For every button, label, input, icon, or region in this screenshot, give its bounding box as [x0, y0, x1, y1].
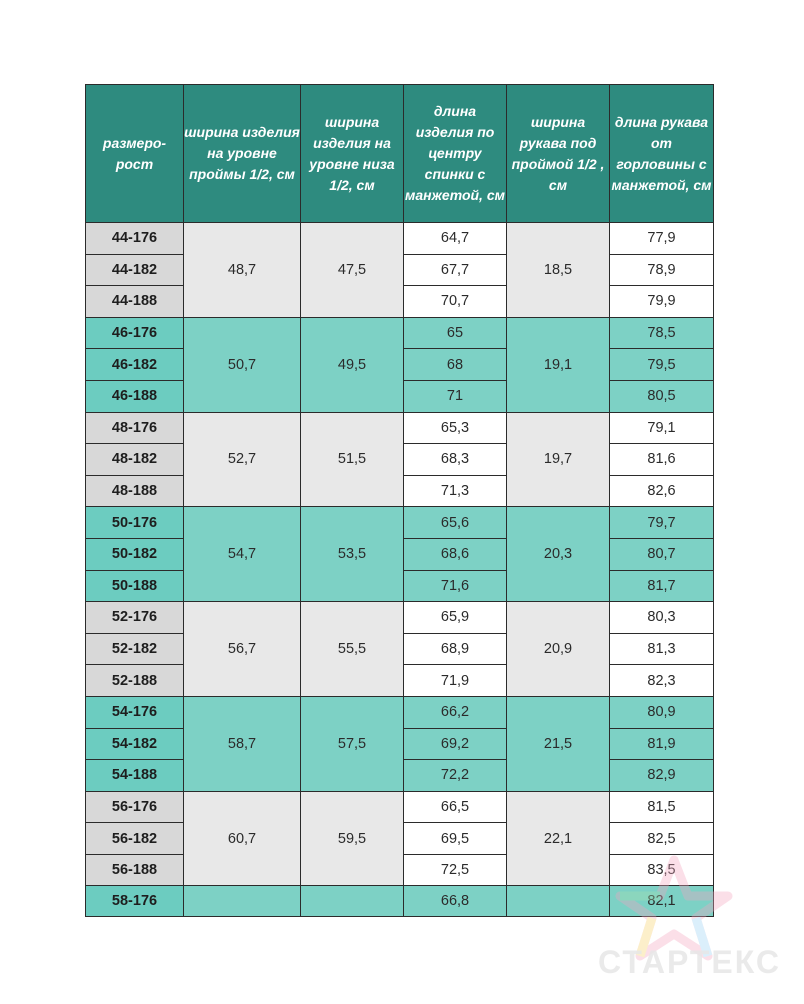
- table-row: [86, 696, 714, 728]
- sleeve-length-cell: 82,1: [610, 886, 714, 917]
- sleeve-length-cell: 80,7: [610, 538, 714, 570]
- size-cell: 50-182: [86, 538, 184, 570]
- sleeve-length-cell: 79,5: [610, 349, 714, 381]
- length-back-cell: 72,5: [404, 854, 507, 886]
- width-hem-cell: 55,5: [301, 602, 404, 697]
- table-header-row: [86, 85, 714, 223]
- sleeve-width-cell: 19,7: [507, 412, 610, 507]
- header-size-height: размеро-рост: [86, 85, 184, 223]
- width-hem-cell: 47,5: [301, 223, 404, 318]
- table-row: [86, 791, 714, 823]
- size-cell: 52-188: [86, 665, 184, 697]
- length-back-cell: 69,2: [404, 728, 507, 760]
- width-armhole-cell: 58,7: [184, 696, 301, 791]
- sleeve-length-cell: 78,5: [610, 317, 714, 349]
- watermark-text: СТАРТЕКС: [598, 944, 781, 980]
- width-armhole-cell: 50,7: [184, 317, 301, 412]
- sleeve-length-cell: 80,9: [610, 696, 714, 728]
- length-back-cell: 65,9: [404, 602, 507, 634]
- length-back-cell: 68: [404, 349, 507, 381]
- size-cell: 46-182: [86, 349, 184, 381]
- size-cell: 46-176: [86, 317, 184, 349]
- size-cell: 56-182: [86, 823, 184, 855]
- sleeve-length-cell: 82,3: [610, 665, 714, 697]
- size-cell: 44-182: [86, 254, 184, 286]
- header-width-armhole: ширина изделия на уровне проймы 1/2, см: [184, 85, 301, 223]
- size-cell: 46-188: [86, 380, 184, 412]
- header-sleeve-width: ширина рукава под проймой 1/2 , см: [507, 85, 610, 223]
- sleeve-length-cell: 81,9: [610, 728, 714, 760]
- sleeve-length-cell: 81,6: [610, 444, 714, 476]
- size-cell: 52-176: [86, 602, 184, 634]
- header-sleeve-length: длина рукава от горловины с манжетой, см: [610, 85, 714, 223]
- sleeve-length-cell: 80,5: [610, 380, 714, 412]
- length-back-cell: 71,9: [404, 665, 507, 697]
- length-back-cell: 67,7: [404, 254, 507, 286]
- sleeve-length-cell: 77,9: [610, 223, 714, 255]
- length-back-cell: 70,7: [404, 286, 507, 318]
- length-back-cell: 68,9: [404, 633, 507, 665]
- sleeve-length-cell: 81,3: [610, 633, 714, 665]
- width-armhole-cell: 60,7: [184, 791, 301, 886]
- length-back-cell: 64,7: [404, 223, 507, 255]
- header-width-hem: ширина изделия на уровне низа 1/2, см: [301, 85, 404, 223]
- table-row: [86, 507, 714, 539]
- table-row: [86, 602, 714, 634]
- length-back-cell: 68,3: [404, 444, 507, 476]
- size-cell: 56-188: [86, 854, 184, 886]
- size-cell: 48-176: [86, 412, 184, 444]
- table-row: [86, 412, 714, 444]
- table-body: [86, 223, 714, 917]
- width-hem-cell: 51,5: [301, 412, 404, 507]
- sleeve-length-cell: 82,6: [610, 475, 714, 507]
- size-cell: 48-182: [86, 444, 184, 476]
- sleeve-width-cell: 20,3: [507, 507, 610, 602]
- sleeve-length-cell: 82,9: [610, 760, 714, 792]
- sleeve-length-cell: 82,5: [610, 823, 714, 855]
- size-cell: 44-176: [86, 223, 184, 255]
- sleeve-length-cell: 80,3: [610, 602, 714, 634]
- size-cell: 54-188: [86, 760, 184, 792]
- table-row: [86, 317, 714, 349]
- width-armhole-cell: 56,7: [184, 602, 301, 697]
- size-cell: 50-188: [86, 570, 184, 602]
- length-back-cell: 68,6: [404, 538, 507, 570]
- width-hem-cell: 49,5: [301, 317, 404, 412]
- length-back-cell: 65,6: [404, 507, 507, 539]
- width-armhole-cell: 54,7: [184, 507, 301, 602]
- size-cell: 56-176: [86, 791, 184, 823]
- sleeve-width-cell: 21,5: [507, 696, 610, 791]
- length-back-cell: 69,5: [404, 823, 507, 855]
- sleeve-length-cell: 79,9: [610, 286, 714, 318]
- length-back-cell: 65,3: [404, 412, 507, 444]
- size-cell: 50-176: [86, 507, 184, 539]
- sleeve-length-cell: 81,5: [610, 791, 714, 823]
- length-back-cell: 71,3: [404, 475, 507, 507]
- length-back-cell: 71: [404, 380, 507, 412]
- length-back-cell: 72,2: [404, 760, 507, 792]
- sleeve-width-cell: 19,1: [507, 317, 610, 412]
- length-back-cell: 71,6: [404, 570, 507, 602]
- sleeve-length-cell: 79,7: [610, 507, 714, 539]
- size-cell: 58-176: [86, 886, 184, 917]
- size-chart-table: [85, 84, 714, 917]
- sleeve-width-cell: 22,1: [507, 791, 610, 886]
- length-back-cell: 65: [404, 317, 507, 349]
- width-armhole-cell: 52,7: [184, 412, 301, 507]
- width-hem-cell: [301, 886, 404, 917]
- sleeve-width-cell: [507, 886, 610, 917]
- size-cell: 52-182: [86, 633, 184, 665]
- length-back-cell: 66,5: [404, 791, 507, 823]
- size-cell: 48-188: [86, 475, 184, 507]
- width-armhole-cell: 48,7: [184, 223, 301, 318]
- table-row: [86, 223, 714, 255]
- sleeve-length-cell: 83,5: [610, 854, 714, 886]
- size-cell: 44-188: [86, 286, 184, 318]
- length-back-cell: 66,8: [404, 886, 507, 917]
- width-hem-cell: 53,5: [301, 507, 404, 602]
- width-armhole-cell: [184, 886, 301, 917]
- width-hem-cell: 57,5: [301, 696, 404, 791]
- size-cell: 54-182: [86, 728, 184, 760]
- sleeve-length-cell: 81,7: [610, 570, 714, 602]
- header-length-back: длина изделия по центру спинки с манжетой, см: [404, 85, 507, 223]
- length-back-cell: 66,2: [404, 696, 507, 728]
- sleeve-length-cell: 78,9: [610, 254, 714, 286]
- width-hem-cell: 59,5: [301, 791, 404, 886]
- size-cell: 54-176: [86, 696, 184, 728]
- sleeve-width-cell: 20,9: [507, 602, 610, 697]
- sleeve-length-cell: 79,1: [610, 412, 714, 444]
- sleeve-width-cell: 18,5: [507, 223, 610, 318]
